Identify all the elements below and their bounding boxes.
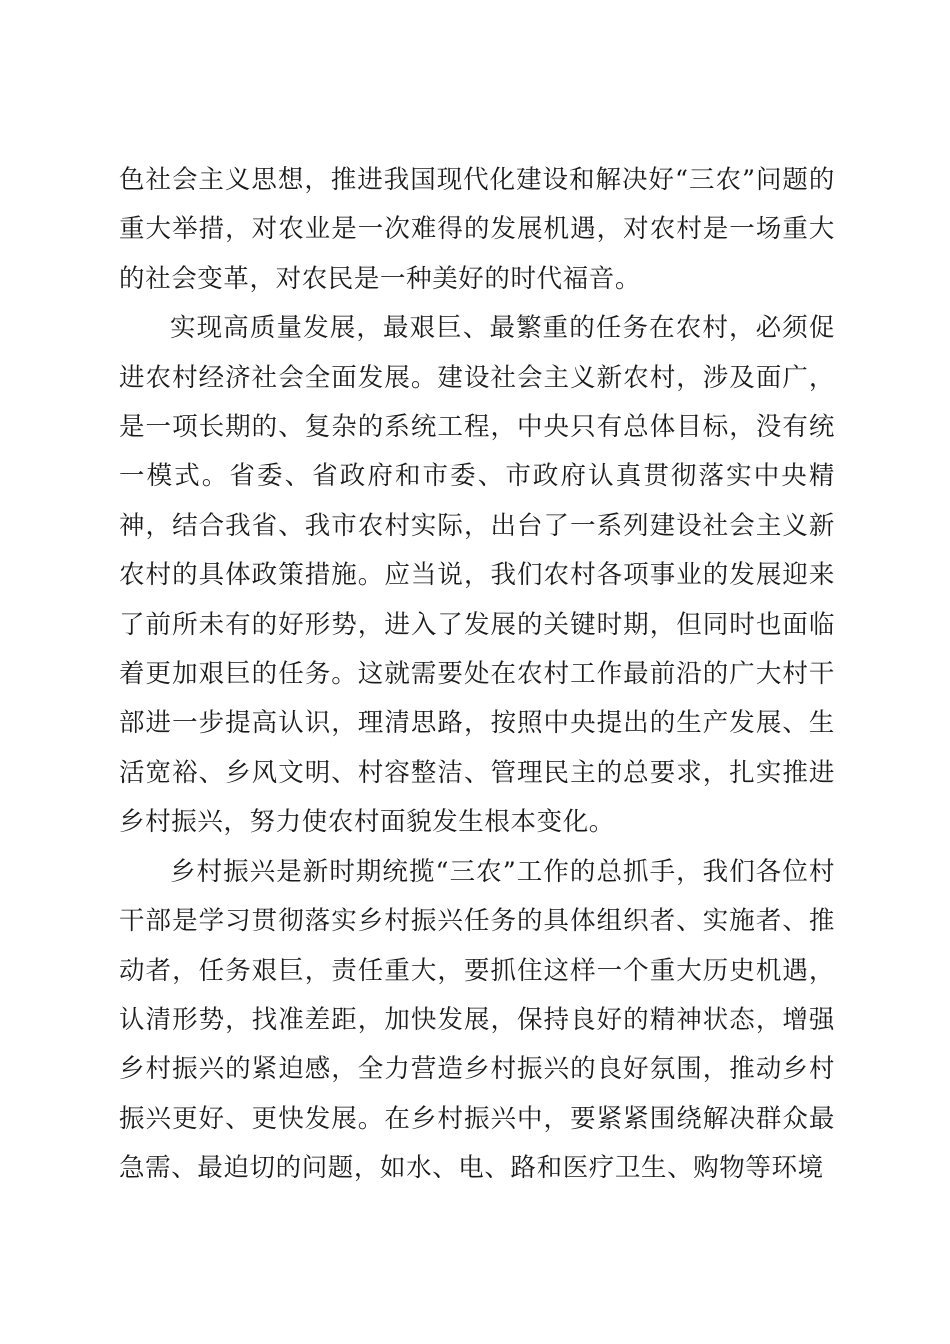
paragraph-3: 乡村振兴是新时期统揽“三农”工作的总抓手，我们各位村干部是学习贯彻落实乡村振兴任务的具体组织者、实施者、推动者，任务艰巨，责任重大，要抓住这样一个重大历史机遇，认清形势，找准差距，加快发展，保持良好的精神状态，增强乡村振兴的紧迫感，全力营造乡村振兴的良好氛围，推动乡村振兴更好、更快发展。在乡村振兴中，要紧紧围绕解决群众最急需、最迫切的问题，如水、电、路和医疗卫生、购物等环境 xyxy=(119,856,835,1184)
paragraph-1: 色社会主义思想，推进我国现代化建设和解决好“三农”问题的重大举措，对农业是一次难得的发展机遇，对农村是一场重大的社会变革，对农民是一种美好的时代福音。 xyxy=(119,165,835,294)
document-body xyxy=(119,156,835,1194)
paragraph-2: 实现高质量发展，最艰巨、最繁重的任务在农村，必须促进农村经济社会全面发展。建设社会主义新农村，涉及面广，是一项长期的、复杂的系统工程，中央只有总体目标，没有统一模式。省委、省政府和市委、市政府认真贯彻落实中央精神，结合我省、我市农村实际，出台了一系列建设社会主义新农村的具体政策措施。应当说，我们农村各项事业的发展迎来了前所未有的好形势，进入了发展的关键时期，但同时也面临着更加艰巨的任务。这就需要处在农村工作最前沿的广大村干部进一步提高认识，理清思路，按照中央提出的生产发展、生活宽裕、乡风文明、村容整洁、管理民主的总要求，扎实推进乡村振兴，努力使农村面貌发生根本变化。 xyxy=(119,313,835,838)
